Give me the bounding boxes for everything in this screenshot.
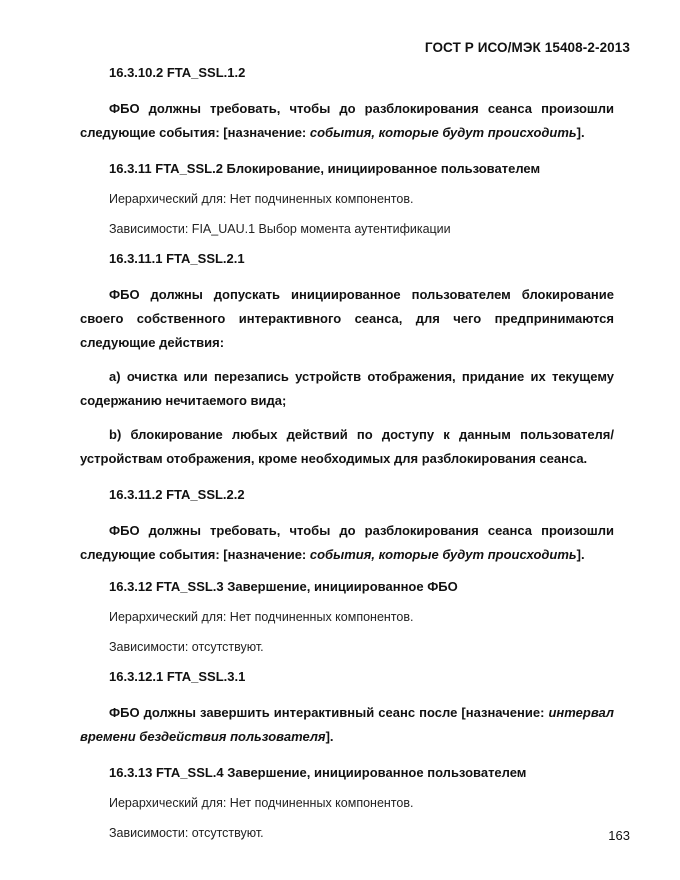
section-heading-ssl-3-1: 16.3.12.1 FTA_SSL.3.1 bbox=[109, 669, 246, 684]
requirement-paragraph: ФБО должны допускать инициированное пользователем блокирование своего собственного интерактивного сеанса, для чего предпринимаются следующие действия: bbox=[80, 287, 614, 350]
standard-header: ГОСТ Р ИСО/МЭК 15408-2-2013 bbox=[424, 40, 630, 55]
list-item-b: b) блокирование любых действий по доступу к данным пользователя/устройствам отображения, кроме необходимых для разблокирования сеанса. bbox=[80, 427, 614, 466]
requirement-text: ФБО должны требовать, чтобы до разблокирования сеанса произошли следующие события: [назначение: bbox=[80, 523, 614, 562]
assignment-text: события, которые будут происходить bbox=[309, 125, 577, 140]
requirement-text: ФБО должны требовать, чтобы до разблокирования сеанса произошли следующие события: [назначение: bbox=[80, 101, 614, 140]
section-heading-ssl-2-1: 16.3.11.1 FTA_SSL.2.1 bbox=[109, 251, 245, 266]
dependencies-note: Зависимости: отсутствуют. bbox=[109, 826, 264, 840]
hierarchical-note: Иерархический для: Нет подчиненных компонентов. bbox=[109, 192, 414, 206]
list-item-a: а) очистка или перезапись устройств отображения, придание их текущему содержанию нечитаемого вида; bbox=[80, 369, 614, 408]
requirement-text: ФБО должны завершить интерактивный сеанс после [назначение: bbox=[109, 705, 549, 720]
requirement-paragraph bbox=[80, 519, 614, 567]
section-heading-ssl-3: 16.3.12 FTA_SSL.3 Завершение, инициированное ФБО bbox=[109, 579, 458, 594]
assignment-text: события, которые будут происходить bbox=[309, 547, 577, 562]
dependencies-note: Зависимости: FIA_UAU.1 Выбор момента аутентификации bbox=[109, 222, 451, 236]
requirement-paragraph bbox=[80, 701, 614, 749]
page-body bbox=[80, 63, 614, 843]
requirement-paragraph bbox=[80, 97, 614, 145]
section-heading-ssl-2-2: 16.3.11.2 FTA_SSL.2.2 bbox=[109, 487, 245, 502]
section-heading-ssl-1-2: 16.3.10.2 FTA_SSL.1.2 bbox=[109, 65, 246, 80]
assignment-text: интервал времени бездействия пользователя bbox=[80, 705, 614, 744]
requirement-text-end: ]. bbox=[576, 547, 585, 562]
section-heading-ssl-4: 16.3.13 FTA_SSL.4 Завершение, инициированное пользователем bbox=[109, 765, 527, 780]
hierarchical-note: Иерархический для: Нет подчиненных компонентов. bbox=[109, 796, 414, 810]
page-number: 163 bbox=[608, 828, 630, 843]
hierarchical-note: Иерархический для: Нет подчиненных компонентов. bbox=[109, 610, 414, 624]
requirement-text-end: ]. bbox=[576, 125, 585, 140]
dependencies-note: Зависимости: отсутствуют. bbox=[109, 640, 264, 654]
section-heading-ssl-2: 16.3.11 FTA_SSL.2 Блокирование, инициированное пользователем bbox=[109, 161, 541, 176]
requirement-text-end: ]. bbox=[325, 729, 334, 744]
